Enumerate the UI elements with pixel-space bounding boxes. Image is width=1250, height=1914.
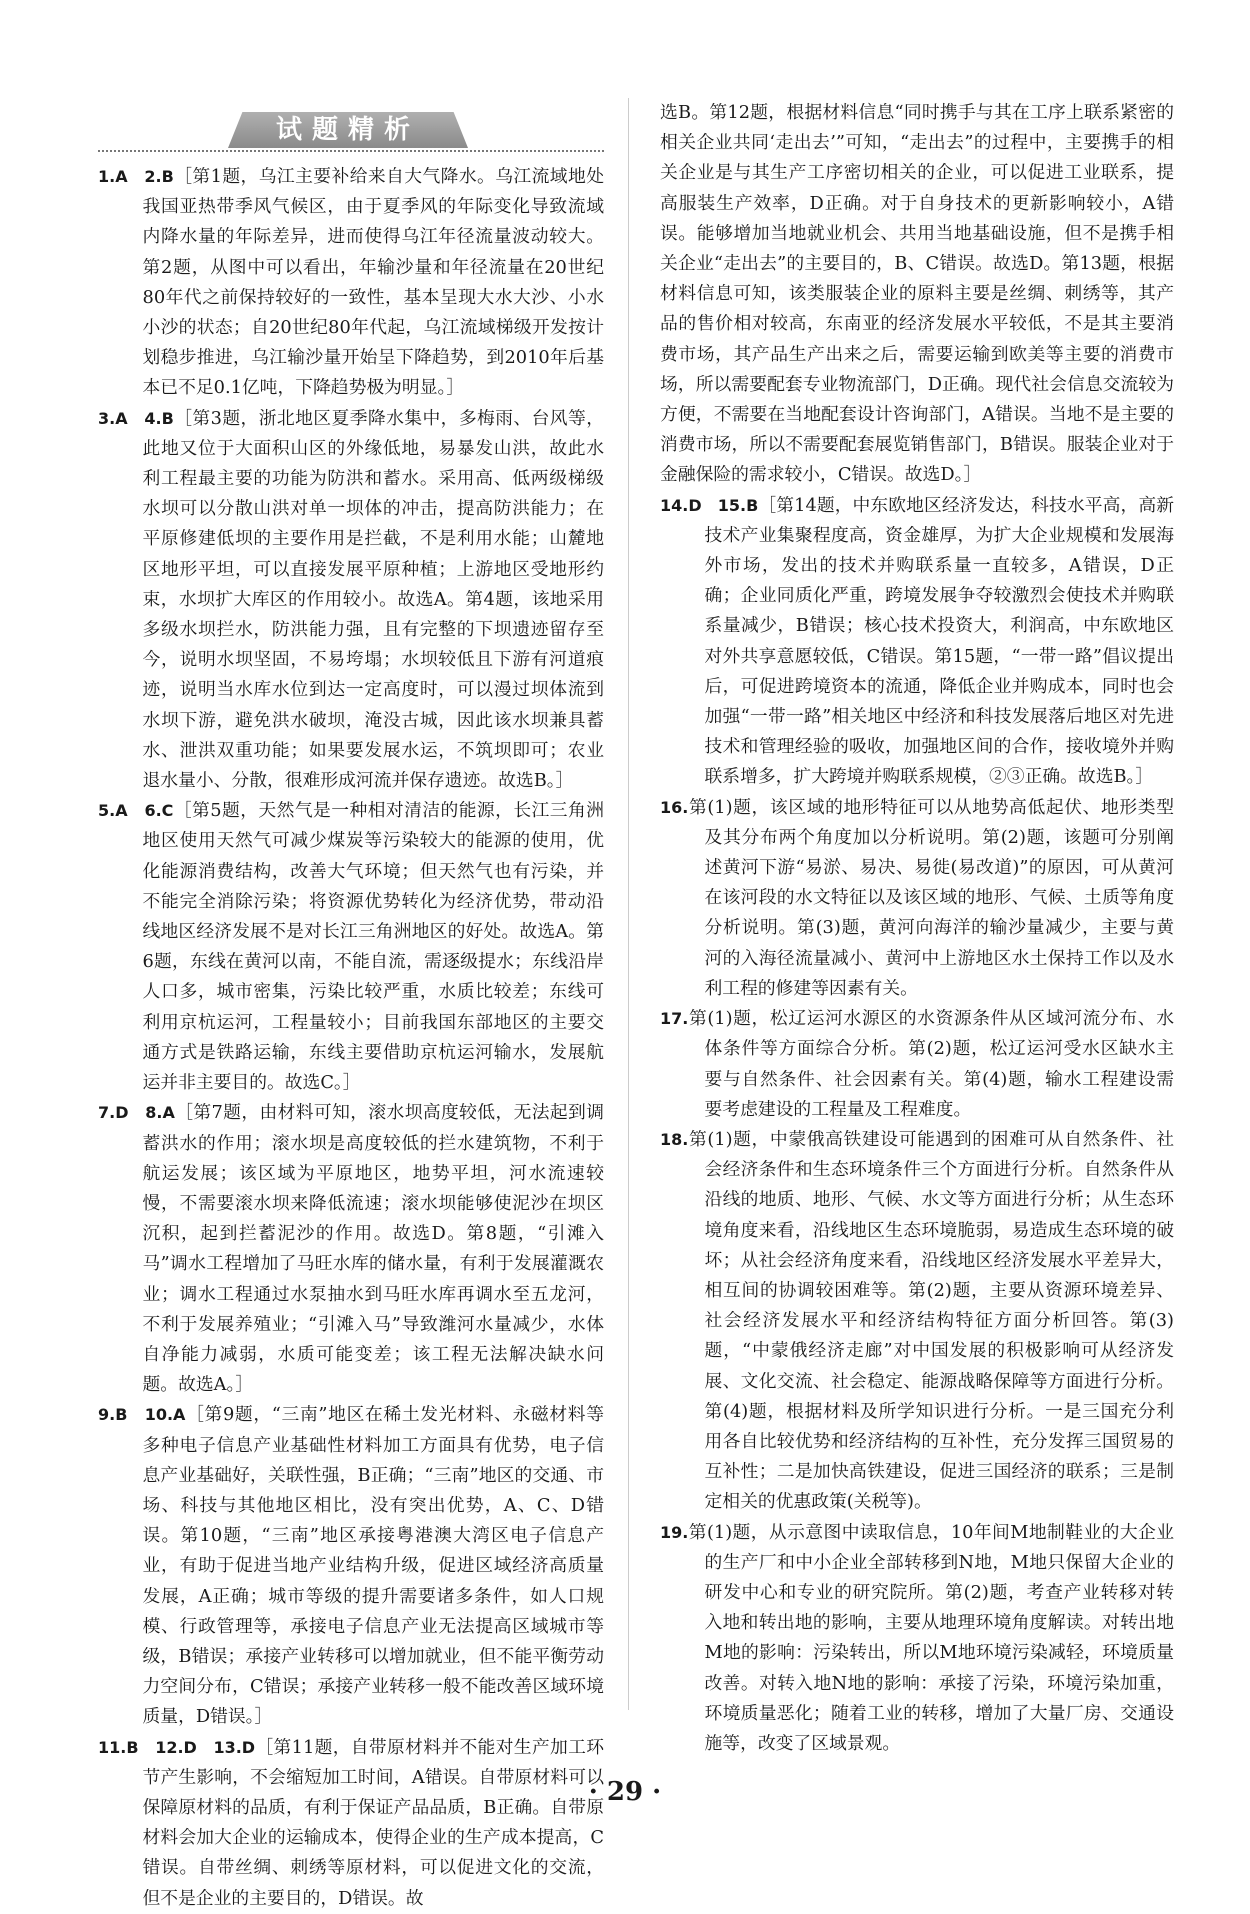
answer-key: 19. bbox=[660, 1522, 689, 1542]
answer-item-17 bbox=[660, 1004, 1174, 1125]
left-column bbox=[98, 106, 604, 1914]
answer-item-3-4 bbox=[98, 404, 604, 797]
answer-explanation: ［第14题，中东欧地区经济发达，科技水平高，高新技术产业集聚程度高，资金雄厚，为扩大企业规模和发展海外市场，发出的技术并购联系量一直较多，A错误，D正确；企业同质化严重，跨境发展争夺较激烈会使技术并购联系量减少，B错误；核心技术投资大，利润高，中东欧地区对外共享意愿较低，C错误。第15题，“一带一路”倡议提出后，可促进跨境资本的流通，降低企业并购成本，同时也会加强“一带一路”相关地区中经济和科技发展落后地区对先进技术和管理经验的吸收，加强地区间的合作，接收境外并购联系增多，扩大跨境并购联系规模，②③正确。故选B。］ bbox=[704, 494, 1174, 788]
answer-item-continued bbox=[660, 98, 1174, 491]
answer-item-18 bbox=[660, 1125, 1174, 1518]
page-number: · 29 · bbox=[588, 1777, 662, 1807]
answer-key: 3.A 4.B bbox=[98, 408, 174, 428]
answer-key: 1.A 2.B bbox=[98, 167, 174, 186]
answer-explanation: 选B。第12题，根据材料信息“同时携手与其在工序上联系紧密的相关企业共同‘走出去’”可知，“走出去”的过程中，主要携手的相关企业是与其生产工序密切相关的企业，可以促进工业联系，提高服装生产效率，D正确。对于自身技术的更新影响较小，A错误。能够增加当地就业机会、共用当地基础设施，但不是携手相关企业“走出去”的主要目的，B、C错误。故选D。第13题，根据材料信息可知，该类服装企业的原料主要是丝绸、刺绣等，其产品的售价相对较高，东南亚的经济发展水平较低，不是其主要消费市场，其产品生产出来之后，需要运输到欧美等主要的消费市场，所以需要配套专业物流部门，D正确。现代社会信息交流较为方便，不需要在当地配套设计咨询部门，A错误。当地不是主要的消费市场，所以不需要配套展览销售部门，B错误。服装企业对于金融保险的需求较小，C错误。故选D。］ bbox=[660, 102, 1174, 486]
answer-explanation: ［第5题，天然气是一种相对清洁的能源，长江三角洲地区使用天然气可减少煤炭等污染较大的能源的使用，优化能源消费结构，改善大气环境；但天然气也有污染，并不能完全消除污染；将资源优势转化为经济优势，带动沿线地区经济发展不是对长江三角洲地区的好处。故选A。第6题，东线在黄河以南，不能自流，需逐级提水；东线沿岸人口多，城市密集，污染比较严重，水质比较差；东线可利用京杭运河，工程量较小；目前我国东部地区的主要交通方式是铁路运输，东线主要借助京杭运河输水，发展航运并非主要目的。故选C。］ bbox=[142, 800, 604, 1094]
answer-key: 9.B 10.A bbox=[98, 1405, 186, 1425]
column-divider bbox=[628, 98, 629, 1710]
answer-explanation: ［第7题，由材料可知，滚水坝高度较低，无法起到调蓄洪水的作用；滚水坝是高度较低的拦水建筑物，不利于航运发展；该区域为平原地区，地势平坦，河水流速较慢，不需要滚水坝来降低流速；滚水坝能够使泥沙在坝区沉积，起到拦蓄泥沙的作用。故选D。第8题，“引滩入马”调水工程增加了马旺水库的储水量，有利于发展灌溉农业；调水工程通过水泵抽水到马旺水库再调水至五龙河，不利于发展养殖业；“引滩入马”导致潍河水量减少，水体自净能力减弱，水质可能变差；该工程无法解决缺水问题。故选A。］ bbox=[142, 1102, 604, 1396]
answer-key: 11.B 12.D 13.D bbox=[98, 1737, 256, 1757]
answer-explanation: 第(1)题，该区域的地形特征可以从地势高低起伏、地形类型及其分布两个角度加以分析说明。第(2)题，该题可分别阐述黄河下游“易淤、易决、易徙(易改道)”的原因，可从黄河在该河段的水文特征以及该区域的地形、气候、土质等角度分析说明。第(3)题，黄河向海洋的输沙量减少，主要与黄河的入海径流量减小、黄河中上游地区水土保持工作以及水利工程的修建等因素有关。 bbox=[688, 796, 1174, 999]
header-dotted-rule bbox=[98, 150, 604, 152]
answer-explanation: 第(1)题，松辽运河水源区的水资源条件从区域河流分布、水体条件等方面综合分析。第(2)题，松辽运河受水区缺水主要与自然条件、社会因素有关。第(4)题，输水工程建设需要考虑建设的工程量及工程难度。 bbox=[688, 1008, 1174, 1120]
answer-item-16 bbox=[660, 793, 1174, 1004]
answer-item-19 bbox=[660, 1518, 1174, 1760]
answer-explanation: ［第3题，浙北地区夏季降水集中，多梅雨、台风等，此地又位于大面积山区的外缘低地，易暴发山洪，故此水利工程最主要的功能为防洪和蓄水。采用高、低两级梯级水坝可以分散山洪对单一坝体的冲击，提高防洪能力；在平原修建低坝的主要作用是拦截，不是利用水能；山麓地区地形平坦，可以直接发展平原种植；上游地区受地形约束，水坝扩大库区的作用较小。故选A。第4题，该地采用多级水坝拦水，防洪能力强，且有完整的下坝遗迹留存至今，说明水坝坚固，不易垮塌；水坝较低且下游有河道痕迹，说明当水库水位到达一定高度时，可以漫过坝体流到水坝下游，避免洪水破坝，淹没古城，因此该水坝兼具蓄水、泄洪双重功能；如果要发展水运，不筑坝即可；农业退水量小、分散，很难形成河流并保存遗迹。故选B。］ bbox=[142, 407, 604, 792]
answer-explanation: ［第11题，自带原材料并不能对生产加工环节产生影响，不会缩短加工时间，A错误。自带原材料可以保障原材料的品质，有利于保证产品品质，B正确。自带原材料会加大企业的运输成本，使得企业的生产成本提高，C错误。自带丝绸、刺绣等原材料，可以促进文化的交流，但不是企业的主要目的，D错误。故 bbox=[142, 1736, 604, 1909]
section-title: 试题精析 bbox=[275, 115, 420, 145]
right-column bbox=[660, 98, 1174, 1759]
answer-key: 5.A 6.C bbox=[98, 801, 174, 821]
answer-key: 7.D 8.A bbox=[98, 1103, 175, 1123]
answer-item-9-10 bbox=[98, 1400, 604, 1732]
answer-item-1-2 bbox=[98, 162, 604, 404]
answer-item-7-8 bbox=[98, 1098, 604, 1400]
answer-item-14-15 bbox=[660, 491, 1174, 793]
answer-explanation: ［第1题，乌江主要补给来自大气降水。乌江流域地处我国亚热带季风气候区，由于夏季风的年际变化导致流域内降水量的年际差异，进而使得乌江年径流量波动较大。第2题，从图中可以看出，年输沙量和年径流量在20世纪80年代之前保持较好的一致性，基本呈现大水大沙、小水小沙的状态；自20世纪80年代起，乌江流域梯级开发按计划稳步推进，乌江输沙量开始呈下降趋势，到2010年后基本已不足0.1亿吨，下降趋势极为明显。］ bbox=[142, 166, 604, 399]
answer-item-5-6 bbox=[98, 796, 604, 1098]
answer-key: 16. bbox=[660, 797, 689, 817]
answer-key: 14.D 15.B bbox=[660, 495, 759, 515]
answer-explanation: ［第9题，“三南”地区在稀土发光材料、永磁材料等多种电子信息产业基础性材料加工方面具有优势，电子信息产业基础好，关联性强，B正确；“三南”地区的交通、市场、科技与其他地区相比，没有突出优势，A、C、D错误。第10题，“三南”地区承接粤港澳大湾区电子信息产业，有助于促进当地产业结构升级，促进区域经济高质量发展，A正确；城市等级的提升需要诸多条件，如人口规模、行政管理等，承接电子信息产业无法提高区域城市等级，B错误；承接产业转移可以增加就业，但不能平衡劳动力空间分布，C错误；承接产业转移一般不能改善区域环境质量，D错误。］ bbox=[142, 1404, 604, 1728]
answer-explanation: 第(1)题，从示意图中读取信息，10年间M地制鞋业的大企业的生产厂和中小企业全部转移到N地，M地只保留大企业的研发中心和专业的研究院所。第(2)题，考查产业转移对转入地和转出地的影响，主要从地理环境角度解读。对转出地M地的影响：污染转出，所以M地环境污染减轻，环境质量改善。对转入地N地的影响：承接了污染，环境污染加重，环境质量恶化；随着工业的转移，增加了大量厂房、交通设施等，改变了区域景观。 bbox=[688, 1521, 1174, 1754]
answer-key: 18. bbox=[660, 1129, 689, 1149]
answer-key: 17. bbox=[660, 1009, 689, 1029]
section-header bbox=[98, 106, 604, 154]
answer-explanation: 第(1)题，中蒙俄高铁建设可能遇到的困难可从自然条件、社会经济条件和生态环境条件三个方面进行分析。自然条件从沿线的地质、地形、气候、水文等方面进行分析；从生态环境角度来看，沿线地区生态环境脆弱，易造成生态环境的破坏；从社会经济角度来看，沿线地区经济发展水平差异大，相互间的协调较困难等。第(2)题，主要从资源环境差异、社会经济发展水平和经济结构特征方面分析回答。第(3)题，“中蒙俄经济走廊”对中国发展的积极影响可从经济发展、文化交流、社会稳定、能源战略保障等方面进行分析。第(4)题，根据材料及所学知识进行分析。一是三国充分利用各自比较优势和经济结构的互补性，充分发挥三国贸易的互补性；二是加快高铁建设，促进三国经济的联系；三是制定相关的优惠政策(关税等)。 bbox=[688, 1128, 1174, 1513]
answer-item-11-13 bbox=[98, 1733, 604, 1914]
